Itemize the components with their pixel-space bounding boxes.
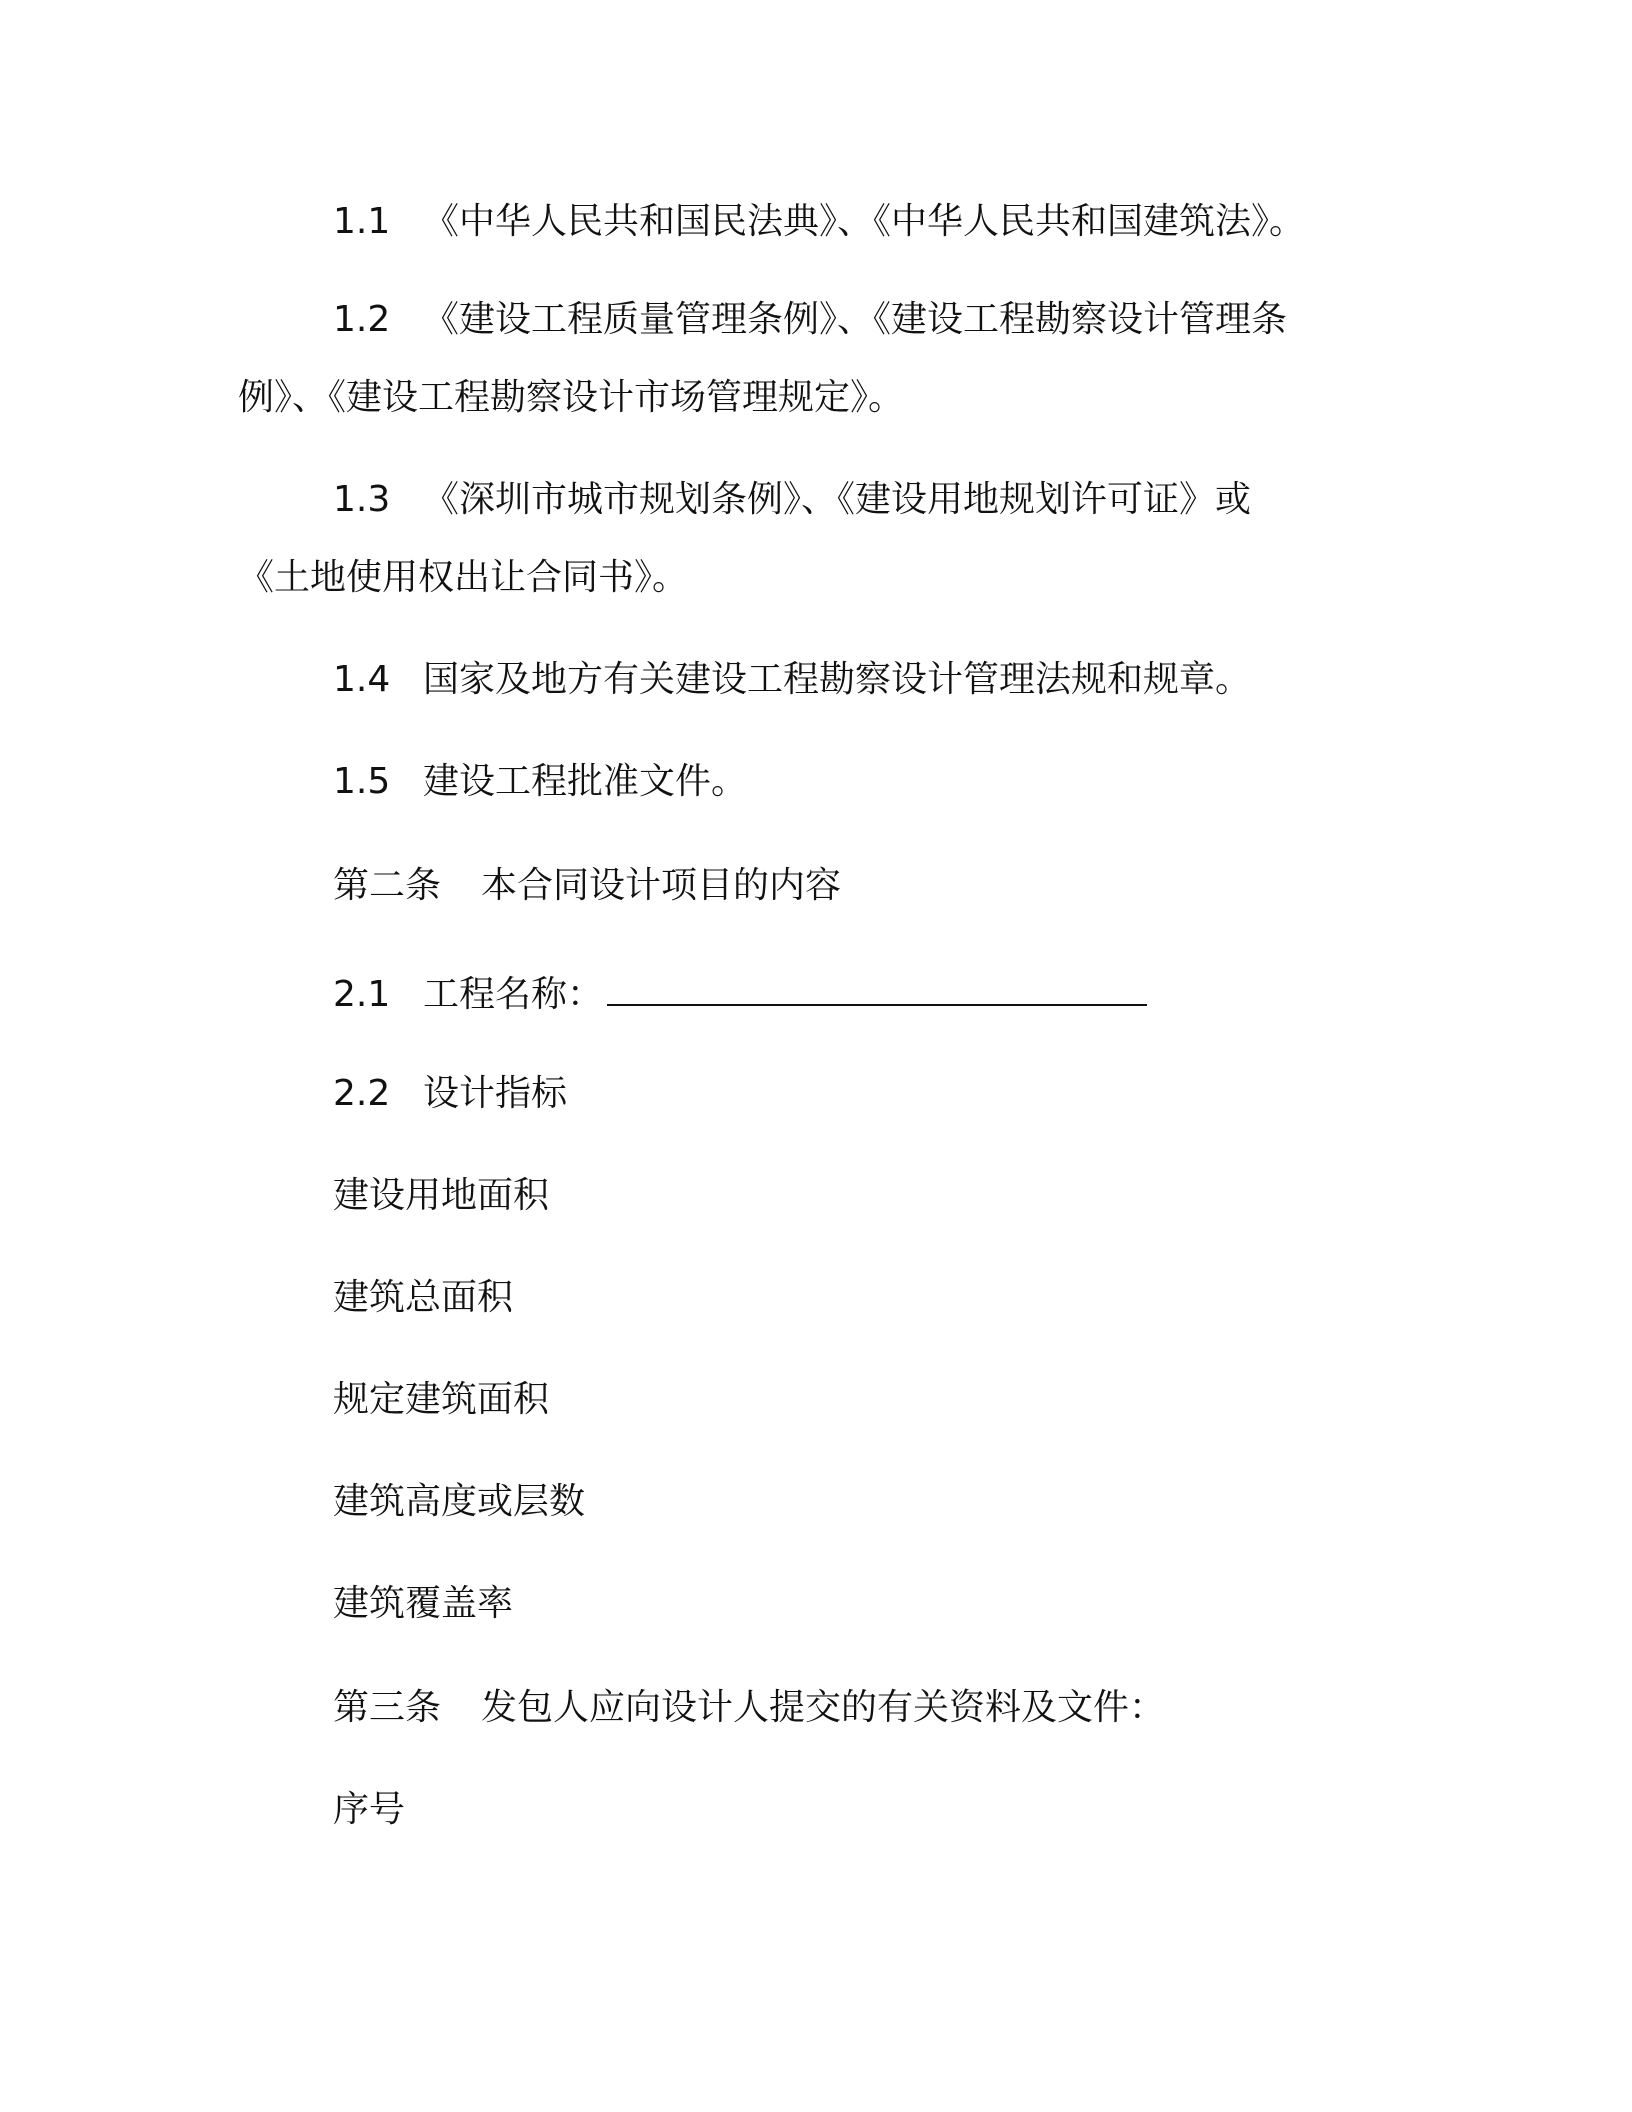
clause-2-2 [333, 1070, 567, 1118]
project-name-blank[interactable] [607, 968, 1147, 1006]
article-3-heading [333, 1684, 1165, 1732]
table-header-serial: 序号 [333, 1789, 406, 1830]
clause-number: 1.3 [333, 479, 391, 520]
article-title: 发包人应向设计人提交的有关资料及文件： [481, 1687, 1166, 1728]
clause-1-1 [333, 198, 1305, 246]
clause-text: 工程名称： [423, 974, 604, 1015]
article-label: 第三条 [333, 1687, 442, 1728]
indicator-item: 规定建筑面积 [333, 1379, 550, 1420]
clause-text: 建设工程批准文件。 [423, 761, 748, 802]
indicator-item: 建筑总面积 [333, 1277, 514, 1318]
indicator-item: 建筑高度或层数 [333, 1481, 586, 1522]
article-title: 本合同设计项目的内容 [481, 865, 842, 906]
clause-text: 《深圳市城市规划条例》、《建设用地规划许可证》或 [423, 479, 1252, 520]
clause-number: 1.1 [333, 201, 391, 242]
clause-1-2-continuation [238, 374, 904, 422]
clause-text: 设计指标 [423, 1073, 568, 1114]
clause-number: 2.1 [333, 974, 391, 1015]
clause-text: 例》、《建设工程勘察设计市场管理规定》。 [238, 377, 905, 418]
clause-number: 2.2 [333, 1073, 391, 1114]
article-2-heading [333, 862, 841, 910]
indicator-item: 建设用地面积 [333, 1175, 550, 1216]
indicator-item: 建筑覆盖率 [333, 1583, 514, 1624]
clause-text: 《中华人民共和国民法典》、《中华人民共和国建筑法》。 [423, 201, 1306, 242]
article-label: 第二条 [333, 865, 442, 906]
clause-1-2 [333, 296, 1287, 344]
clause-2-1 [333, 968, 1147, 1019]
clause-text: 国家及地方有关建设工程勘察设计管理法规和规章。 [423, 659, 1252, 700]
clause-1-3-continuation [238, 554, 688, 602]
clause-1-5 [333, 758, 747, 806]
clause-1-3 [333, 476, 1251, 524]
clause-text: 《土地使用权出让合同书》。 [238, 557, 689, 598]
clause-text: 《建设工程质量管理条例》、《建设工程勘察设计管理条 [423, 299, 1288, 340]
clause-1-4 [333, 656, 1251, 704]
clause-number: 1.2 [333, 299, 391, 340]
clause-number: 1.5 [333, 761, 391, 802]
clause-number: 1.4 [333, 659, 391, 700]
